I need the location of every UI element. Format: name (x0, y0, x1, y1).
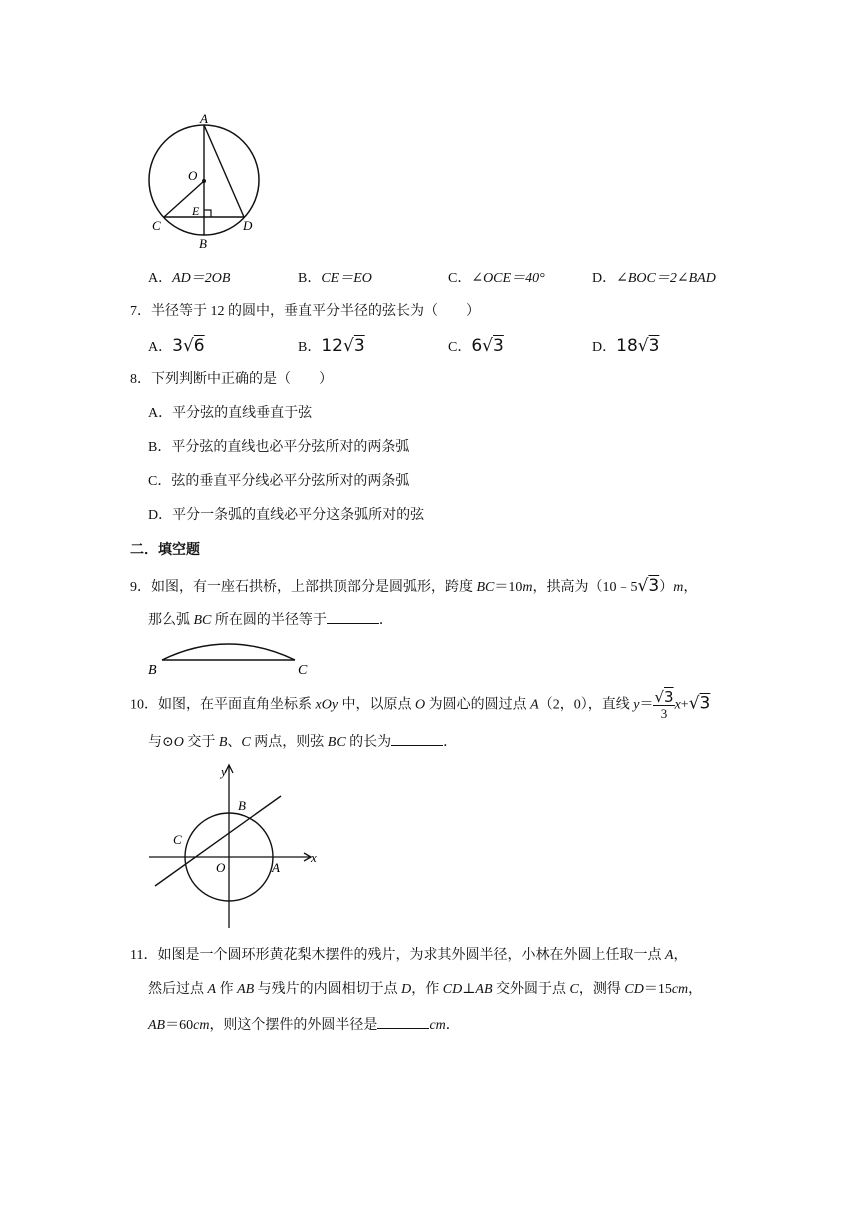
label-e: E (192, 204, 200, 218)
q8-option-b: B．平分弦的直线也必平分弦所对的两条弧 (148, 440, 410, 455)
q7-option-c: C．6√3 (448, 336, 504, 356)
arch-bridge-figure (140, 632, 320, 680)
q7-stem: 7．半径等于 12 的圆中，垂直平分半径的弦长为（ ） (130, 304, 480, 319)
label-c: C (173, 832, 182, 847)
q6-option-c: C．∠OCE＝40° (448, 271, 545, 286)
q6-option-b: B．CE＝EO (298, 271, 372, 286)
q8-option-c: C．弦的垂直平分线必平分弦所对的两条弧 (148, 474, 410, 489)
q11-line1: 11．如图是一个圆环形黄花梨木摆件的残片，为求其外圆半径，小林在外圆上任取一点 A， (130, 948, 688, 963)
q10-line2: 与⊙O 交于 B、C 两点，则弦 BC 的长为 ． (148, 731, 457, 753)
q7-option-b: B．12√3 (298, 336, 365, 356)
circle-figure-q6 (140, 108, 270, 250)
label-d: D (243, 218, 253, 233)
q6-option-d: D．∠BOC＝2∠BAD (592, 271, 716, 286)
label-a: A (200, 111, 208, 126)
label-a: A (272, 860, 280, 875)
q7-option-a: A．3√6 (148, 336, 205, 356)
q11-line2: 然后过点 A 作 AB 与残片的内圆相切于点 D，作 CD⊥AB 交外圆于点 C，测得 CD＝15cm， (148, 982, 703, 997)
q8-option-d: D．平分一条弧的直线必平分这条弧所对的弦 (148, 508, 425, 523)
label-b: B (199, 236, 207, 250)
q6-option-a: A．AD＝2OB (148, 271, 231, 286)
q8-option-a: A．平分弦的直线垂直于弦 (148, 406, 313, 421)
label-c: C (152, 218, 161, 233)
answer-blank (327, 609, 379, 624)
q9-line1: 9．如图，有一座石拱桥，上部拱顶部分是圆弧形，跨度 BC＝10m，拱高为（10﹣5√3）m， (130, 576, 698, 596)
q8-stem: 8．下列判断中正确的是（ ） (130, 372, 333, 387)
q7-option-d: D．18√3 (592, 336, 660, 356)
answer-blank (377, 1014, 429, 1029)
label-b: B (148, 663, 157, 678)
coordinate-figure (145, 760, 330, 932)
answer-blank (391, 731, 443, 746)
label-y: y (221, 764, 227, 779)
q9-line2: 那么弧 BC 所在圆的半径等于 ． (148, 609, 393, 631)
label-o: O (216, 860, 226, 875)
section-heading: 二．填空题 (130, 542, 200, 558)
label-b: B (238, 798, 246, 813)
label-c: C (298, 663, 308, 678)
fraction: $\frac{√3}{3}$ (654, 688, 674, 721)
label-x: x (311, 850, 317, 865)
q11-line3: AB＝60cm，则这个摆件的外圆半径是 cm． (148, 1014, 460, 1036)
q10-line1: 10．如图，在平面直角坐标系 xOy 中，以原点 O 为圆心的圆过点 A（2，0），直线 y＝ $\frac{√3}{3}$ x+√3 (130, 688, 711, 721)
label-o: O (188, 168, 198, 183)
